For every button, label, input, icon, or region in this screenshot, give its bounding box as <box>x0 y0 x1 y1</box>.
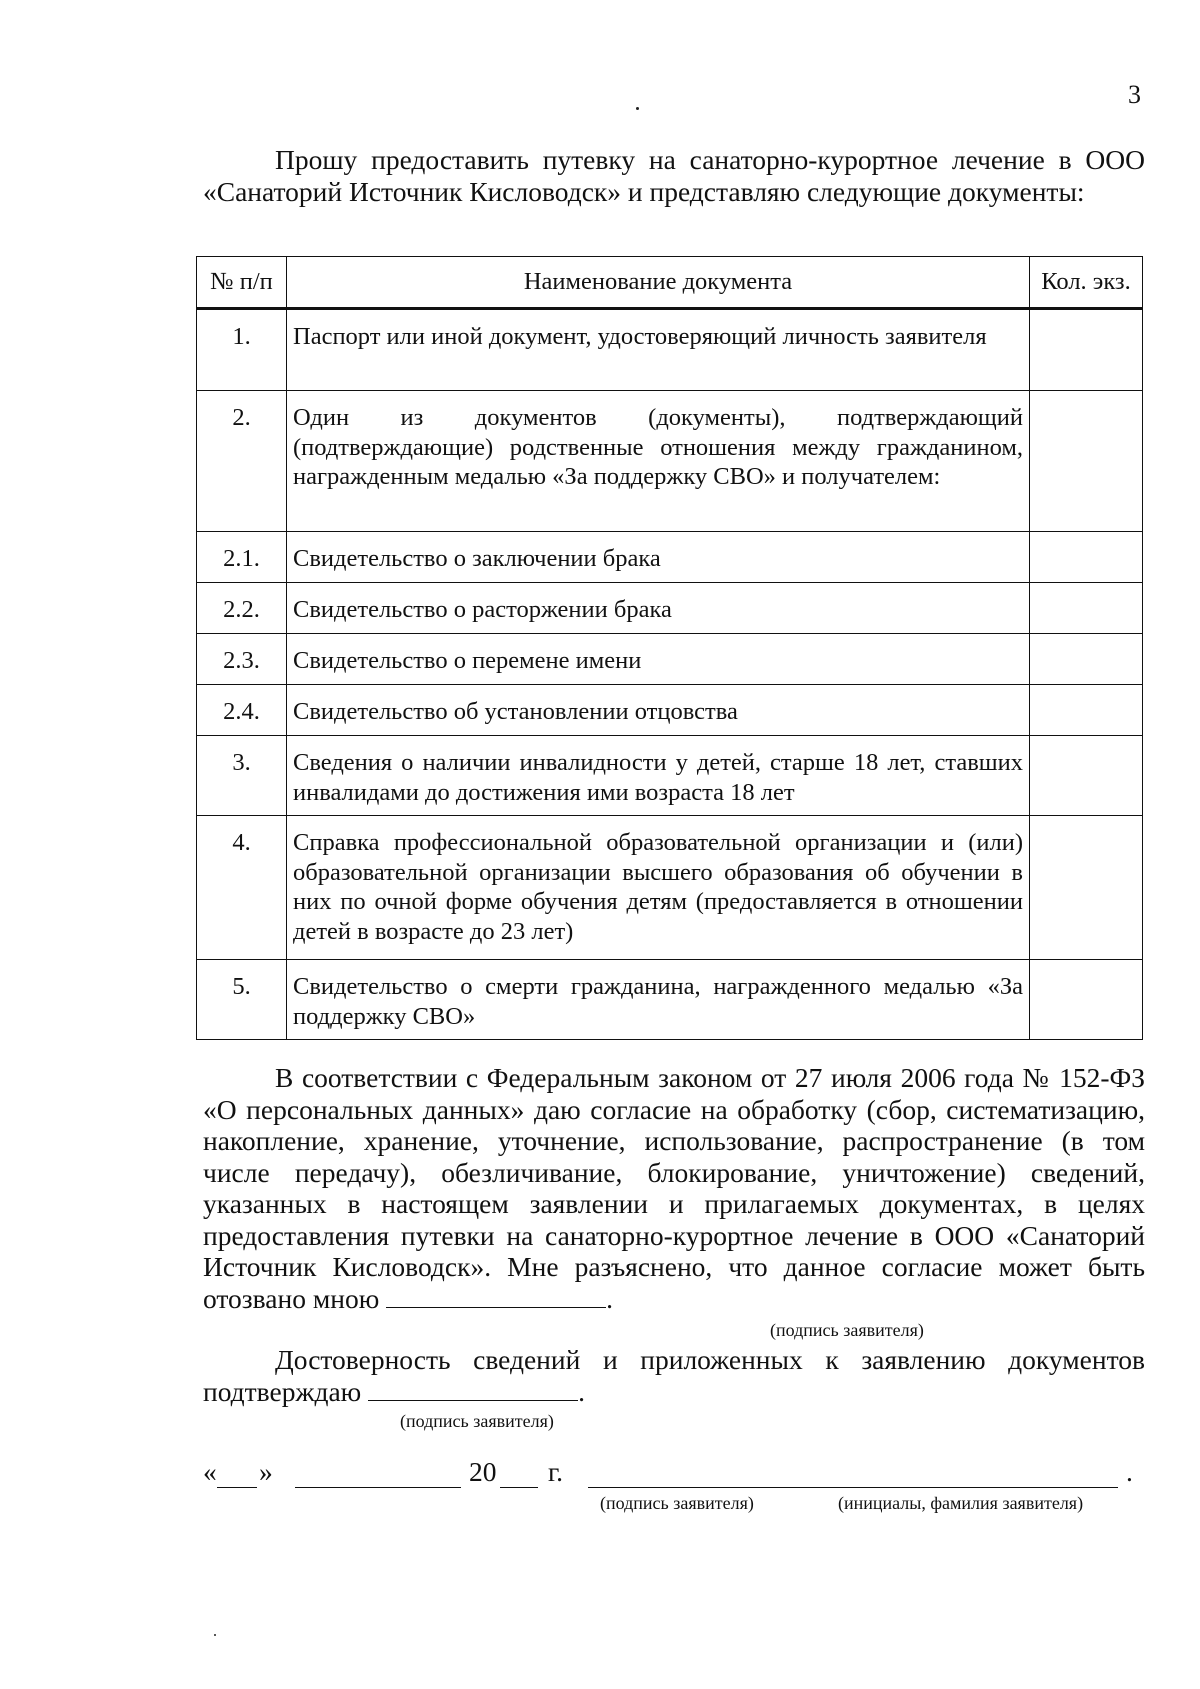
confirmation-signature-line[interactable] <box>368 1376 578 1401</box>
confirmation-signature-caption: (подпись заявителя) <box>400 1411 554 1431</box>
table-row <box>197 309 1143 391</box>
row-number: 3. <box>197 736 287 816</box>
row-copies <box>1030 532 1143 583</box>
table-row <box>197 391 1143 532</box>
table-header-row <box>197 257 1143 309</box>
row-number: 2.1. <box>197 532 287 583</box>
row-copies <box>1030 685 1143 736</box>
row-number: 5. <box>197 960 287 1040</box>
row-number: 4. <box>197 816 287 960</box>
row-document-name: Свидетельство о расторжении брака <box>287 583 1030 634</box>
day-field[interactable] <box>217 1463 257 1488</box>
intro-paragraph <box>203 144 1145 207</box>
signature-name-field[interactable] <box>588 1463 1118 1488</box>
page-number: 3 <box>1128 80 1141 109</box>
year-suffix: г. <box>548 1456 564 1487</box>
consent-paragraph: В соответствии с Федеральным законом от 27 июля 2006 года № 152-ФЗ «О персональных данных» даю согласие на обработку (сбор, систематизацию, накопление, хранение, уточнение, использование, распространение (в том числе передачу), обезличивание, блокирование, уничтожение) сведений, указанных в настоящем заявлении и прилагаемых документах, в целях предоставления путевки на санаторно-курортное лечение в ООО «Санаторий Источник Кисловодск». Мне разъяснено, что данное согласие может быть отозвано мною . <box>203 1062 1145 1314</box>
row-number: 2. <box>197 391 287 532</box>
consent-signature-line[interactable] <box>386 1283 606 1308</box>
name-caption: (инициалы, фамилия заявителя) <box>838 1493 1084 1513</box>
header-document-name: Наименование документа <box>287 257 1030 309</box>
scan-speck <box>636 107 639 110</box>
row-document-name: Свидетельство о смерти гражданина, награжденного медалью «За поддержку СВО» <box>287 960 1030 1040</box>
row-copies <box>1030 634 1143 685</box>
header-number: № п/п <box>197 257 287 309</box>
row-document-name: Свидетельство о заключении брака <box>287 532 1030 583</box>
row-copies <box>1030 736 1143 816</box>
row-copies <box>1030 391 1143 532</box>
date-close-quote: » <box>259 1456 273 1487</box>
consent-text: В соответствии с Федеральным законом от 27 июля 2006 года № 152-ФЗ «О персональных данных» даю согласие на обработку (сбор, систематизацию, накопление, хранение, уточнение, использование, распространение (в том числе передачу), обезличивание, блокирование, уничтожение) сведений, указанных в настоящем заявлении и прилагаемых документах, в целях предоставления путевки на санаторно-курортное лечение в ООО «Санаторий Источник Кисловодск». Мне разъяснено, что данное согласие может быть отозвано мною <box>203 1062 1145 1314</box>
row-copies <box>1030 960 1143 1040</box>
table-row <box>197 685 1143 736</box>
row-document-name: Сведения о наличии инвалидности у детей, старше 18 лет, ставших инвалидами до достижения ими возраста 18 лет <box>287 736 1030 816</box>
row-document-name: Паспорт или иной документ, удостоверяющий личность заявителя <box>287 309 1030 391</box>
row-number: 2.2. <box>197 583 287 634</box>
consent-signature-caption: (подпись заявителя) <box>770 1320 924 1340</box>
header-copies: Кол. экз. <box>1030 257 1143 309</box>
table-row <box>197 736 1143 816</box>
row-document-name: Справка профессиональной образовательной организации и (или) образовательной организации высшего образования об обучении в них по очной форме обучения детям (предоставляется в отношении детей в возрасте до 23 лет) <box>287 816 1030 960</box>
confirmation-paragraph: Достоверность сведений и приложенных к заявлению документов подтверждаю . <box>203 1344 1145 1407</box>
table-row <box>197 960 1143 1040</box>
row-copies <box>1030 309 1143 391</box>
row-document-name: Свидетельство об установлении отцовства <box>287 685 1030 736</box>
intro-text: Прошу предоставить путевку на санаторно-курортное лечение в ООО «Санаторий Источник Кисловодск» и представляю следующие документы: <box>203 144 1145 207</box>
table-row <box>197 583 1143 634</box>
date-open-quote: « <box>203 1456 217 1487</box>
row-document-name: Один из документов (документы), подтверждающий (подтверждающие) родственные отношения между гражданином, награжденным медалью «За поддержку СВО» и получателем: <box>287 391 1030 532</box>
signature-caption: (подпись заявителя) <box>600 1493 754 1513</box>
year-field[interactable] <box>500 1463 538 1488</box>
row-copies <box>1030 816 1143 960</box>
table-row <box>197 634 1143 685</box>
confirmation-text: Достоверность сведений и приложенных к заявлению документов подтверждаю <box>203 1344 1145 1407</box>
month-field[interactable] <box>295 1463 461 1488</box>
signature-end-dot: . <box>1126 1456 1133 1487</box>
row-number: 1. <box>197 309 287 391</box>
table-row <box>197 816 1143 960</box>
row-number: 2.3. <box>197 634 287 685</box>
documents-table <box>196 256 1143 1040</box>
row-number: 2.4. <box>197 685 287 736</box>
table-row <box>197 532 1143 583</box>
scan-speck <box>214 1634 216 1636</box>
date-signature-row <box>203 1454 1143 1494</box>
row-document-name: Свидетельство о перемене имени <box>287 634 1030 685</box>
year-prefix: 20 <box>469 1456 497 1487</box>
row-copies <box>1030 583 1143 634</box>
